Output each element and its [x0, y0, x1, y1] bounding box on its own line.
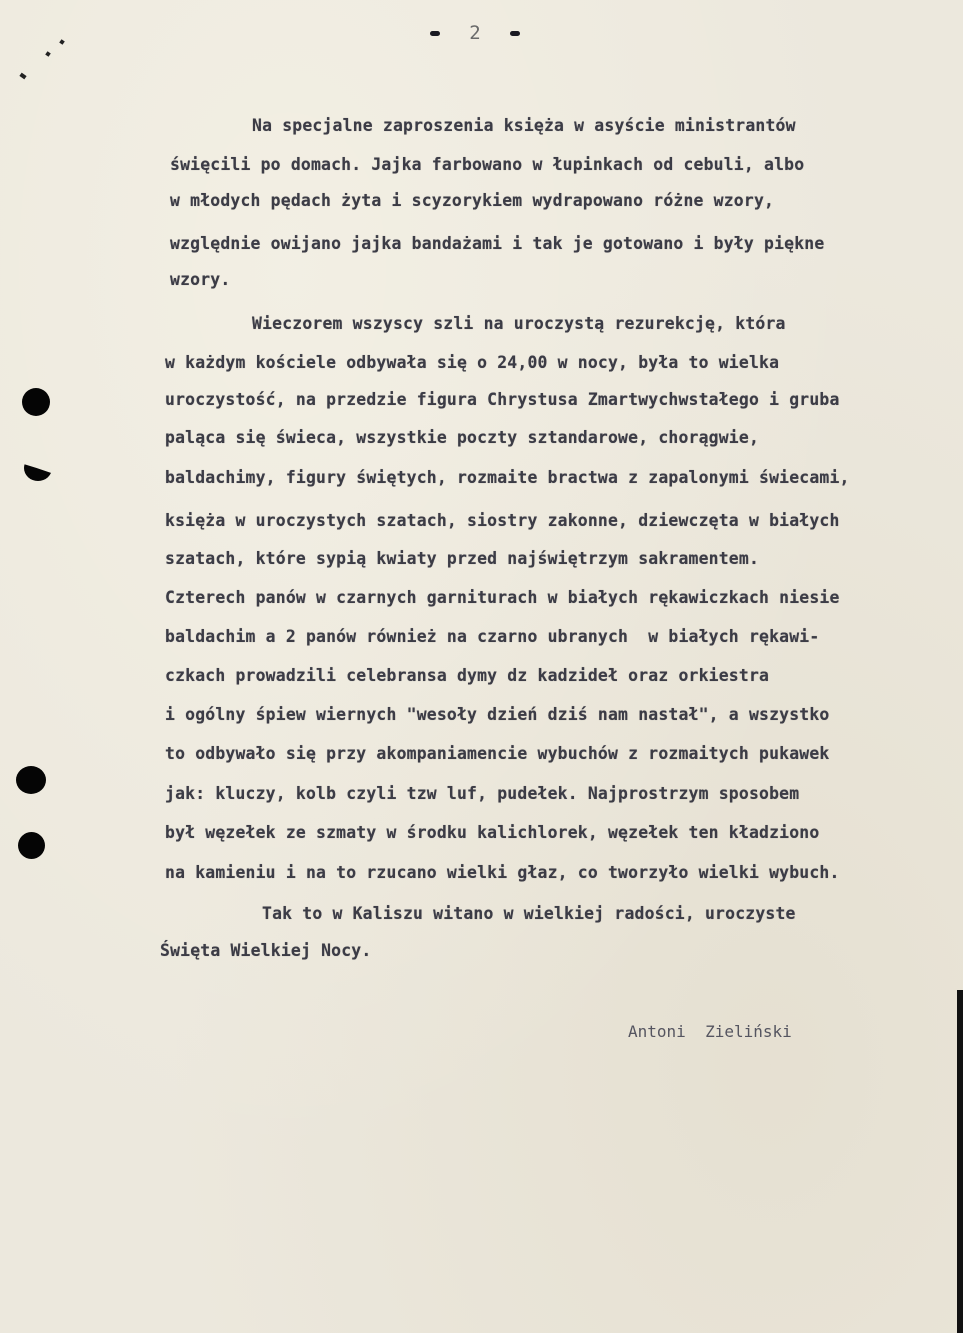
text-line: i ogólny śpiew wiernych "wesoły dzień dziś nam nastał", a wszystko	[165, 705, 830, 724]
punch-hole-icon	[16, 766, 46, 794]
text-line: uroczystość, na przedzie figura Chrystusa Zmartwychwstałego i gruba	[165, 390, 840, 409]
text-line: szatach, które sypią kwiaty przed najświętrzym sakramentem.	[165, 549, 760, 568]
text-line: to odbywało się przy akompaniamencie wybuchów z rozmaitych pukawek	[165, 744, 830, 763]
text-line: czkach prowadzili celebransa dymy dz kadzideł oraz orkiestra	[165, 666, 770, 685]
text-line: święcili po domach. Jajka farbowano w łupinkach od cebuli, albo	[170, 155, 805, 174]
page-number: 2	[469, 22, 481, 44]
punch-hole-icon	[18, 832, 45, 859]
text-line: baldachimy, figury świętych, rozmaite bractwa z zapalonymi świecami,	[165, 468, 850, 487]
text-line: Na specjalne zaproszenia księża w asyście ministrantów	[252, 116, 796, 135]
text-line: Czterech panów w czarnych garniturach w białych rękawiczkach niesie	[165, 588, 840, 607]
author-signature: Antoni Zieliński	[628, 1022, 792, 1041]
text-line: na kamieniu i na to rzucano wielki głaz, co tworzyło wielki wybuch.	[165, 863, 840, 882]
text-line: jak: kluczy, kolb czyli tzw luf, pudełek. Najprostrzym sposobem	[165, 784, 800, 803]
text-line: w każdym kościele odbywała się o 24,00 w nocy, była to wielka	[165, 353, 780, 372]
text-line: Tak to w Kaliszu witano w wielkiej radości, uroczyste	[262, 904, 796, 923]
text-line: paląca się świeca, wszystkie poczty sztandarowe, chorągwie,	[165, 428, 760, 447]
scan-edge-shadow	[957, 990, 963, 1333]
text-line: Wieczorem wszyscy szli na uroczystą rezurekcję, która	[252, 314, 786, 333]
text-line: baldachim a 2 panów również na czarno ubranych w białych rękawi-	[165, 627, 820, 646]
text-line: wzory.	[170, 270, 231, 289]
text-line: księża w uroczystych szatach, siostry zakonne, dziewczęta w białych	[165, 511, 840, 530]
text-line: był węzełek ze szmaty w środku kalichlorek, węzełek ten kładziono	[165, 823, 820, 842]
text-line: względnie owijano jajka bandażami i tak je gotowano i były piękne	[170, 234, 825, 253]
text-line: Święta Wielkiej Nocy.	[160, 941, 372, 960]
text-line: w młodych pędach żyta i scyzorykiem wydrapowano różne wzory,	[170, 191, 775, 210]
